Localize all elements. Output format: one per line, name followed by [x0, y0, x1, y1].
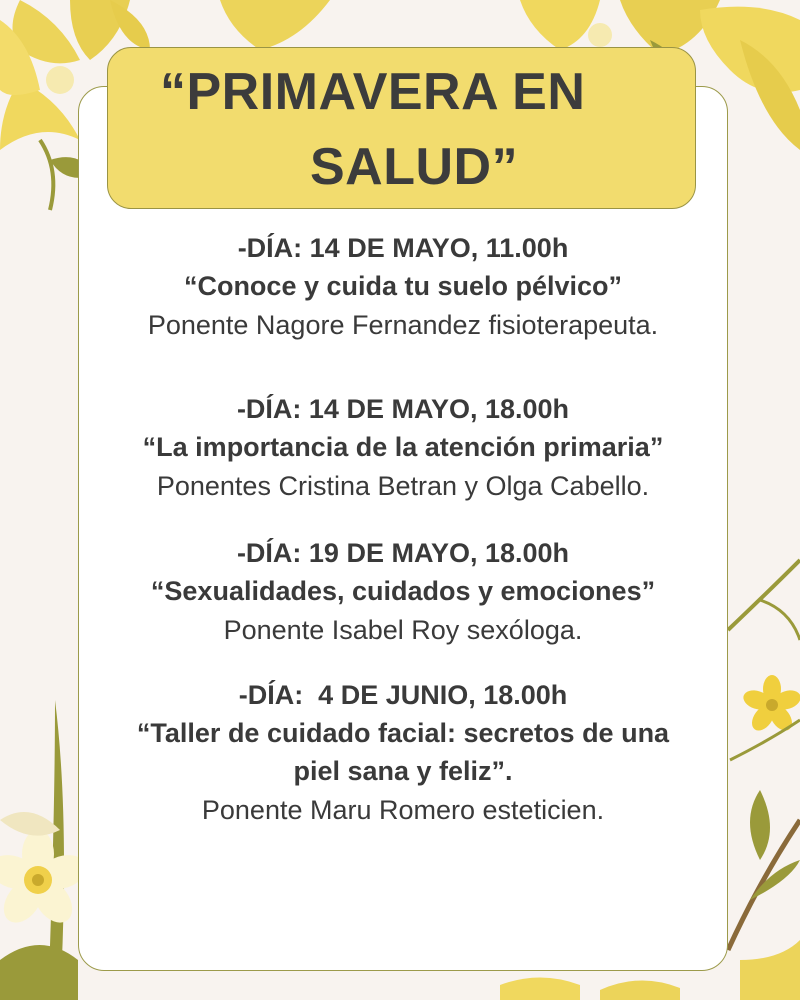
event-date: -DÍA: 4 DE JUNIO, 18.00h [238, 680, 568, 710]
title-line-1: “PRIMAVERA EN [160, 63, 586, 121]
content-card [78, 86, 728, 971]
event-talk-line-1: “Taller de cuidado facial: secretos de una [136, 718, 670, 748]
event-speaker: Ponente Isabel Roy sexóloga. [223, 615, 583, 645]
event-talk: “Sexualidades, cuidados y emociones” [150, 576, 656, 606]
event-talk-line-2: piel sana y feliz”. [293, 756, 513, 786]
event-2 [78, 390, 728, 506]
right-branch [728, 560, 800, 760]
event-speaker: Ponente Nagore Fernandez fisioterapeuta. [147, 310, 659, 340]
event-speaker: Ponente Maru Romero esteticien. [201, 795, 605, 825]
event-4 [78, 676, 728, 830]
event-3 [78, 534, 728, 650]
event-date: -DÍA: 14 DE MAYO, 11.00h [237, 233, 569, 263]
event-1 [78, 229, 728, 345]
event-date: -DÍA: 19 DE MAYO, 18.00h [236, 538, 570, 568]
event-speaker: Ponentes Cristina Betran y Olga Cabello. [156, 471, 650, 501]
title-line-2: SALUD” [310, 138, 519, 196]
event-talk: “Conoce y cuida tu suelo pélvico” [183, 271, 623, 301]
event-talk: “La importancia de la atención primaria” [142, 432, 664, 462]
event-date: -DÍA: 14 DE MAYO, 18.00h [236, 394, 570, 424]
